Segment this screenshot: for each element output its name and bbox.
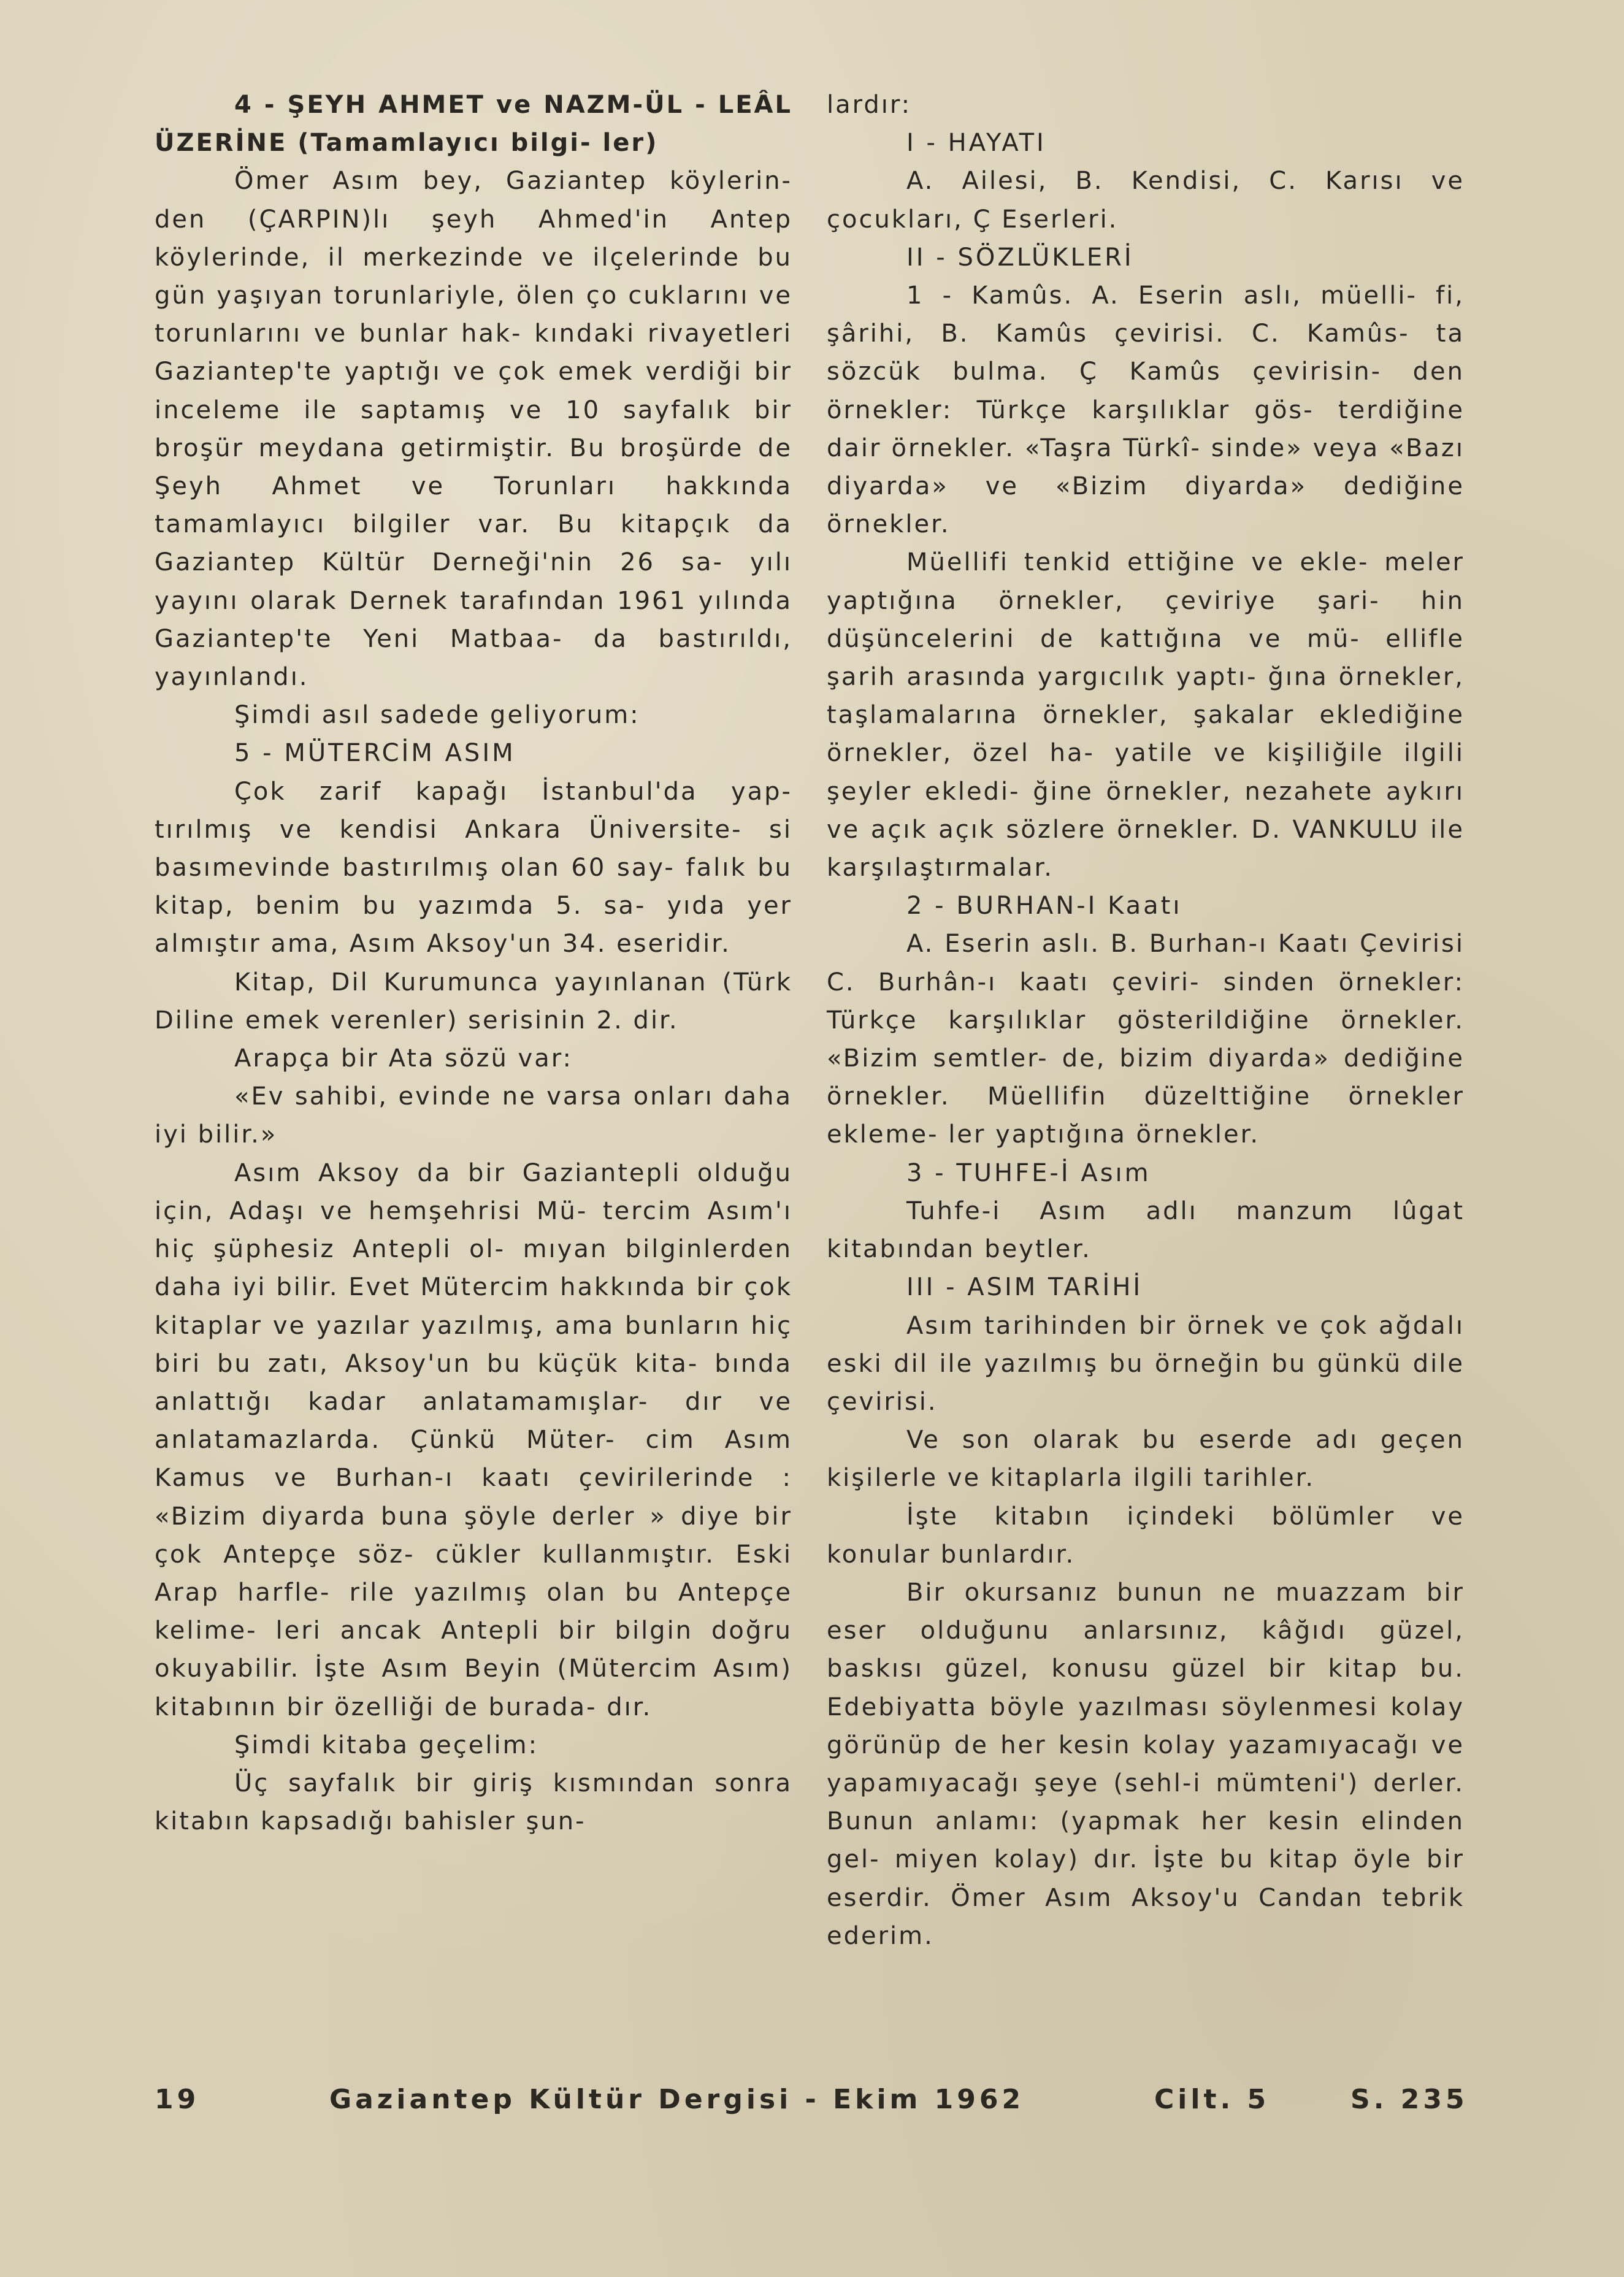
volume-number: Cilt. 5 xyxy=(1154,2084,1270,2115)
paragraph: Asım Aksoy da bir Gaziantepli olduğu için, Adaşı ve hemşehrisi Mü- tercim Asım'ı hiç şüphesiz Antepli ol- mıyan bilginlerden daha iyi bilir. Evet Mütercim hakkında bir çok kitaplar ve yazılar yazılmış, ama bunların hiç biri bu zatı, Aksoy'un bu küçük kita- bında anlattığı kadar anlatamamışlar- dır ve anlatamazlarda. Çünkü Müter- cim Asım Kamus ve Burhan-ı kaatı çevirilerinde : «Bizim diyarda buna şöyle derler » diye bir çok Antepçe söz- cükler kullanmıştır. Eski Arap harfle- rile yazılmış olan bu Antepçe kelime- leri ancak Antepli bir bilgin doğru okuyabilir. İşte Asım Beyin (Mütercim Asım) kitabının bir özelliği de burada- dır. xyxy=(155,1158,792,1721)
section-heading-5: 5 - MÜTERCİM ASIM xyxy=(234,739,516,768)
paragraph: İşte kitabın içindeki bölümler ve konular bunlardır. xyxy=(827,1502,1465,1569)
left-column xyxy=(155,86,792,1840)
section-heading-sozlukleri: II - SÖZLÜKLERİ xyxy=(906,243,1134,272)
paragraph: Asım tarihinden bir örnek ve çok ağdalı eski dil ile yazılmış bu örneğin bu günkü dile çevirisi. xyxy=(827,1311,1465,1416)
issue-number: S. 235 xyxy=(1350,2084,1468,2115)
paragraph: Bir okursanız bunun ne muazzam bir eser olduğunu anlarsınız, kâğıdı güzel, baskısı güzel, konusu güzel bir kitap bu. Edebiyatta böyle yazılması söylenmesi kolay görünüp de her kesin kolay yazamıyacağı ve yapamıyacağı şeye (sehl-i mümteni') derler. Bunun anlamı: (yapmak her kesin elinden gel- miyen kolay) dır. İşte bu kitap öyle bir eserdir. Ömer Asım Aksoy'u Candan tebrik ederim. xyxy=(827,1578,1465,1950)
page-number: 19 xyxy=(155,2084,200,2115)
paragraph: Kitap, Dil Kurumunca yayınlanan (Türk Diline emek verenler) serisinin 2. dir. xyxy=(155,968,792,1035)
section-heading-hayati: I - HAYATI xyxy=(906,129,1046,158)
paragraph: Ve son olarak bu eserde adı geçen kişilerle ve kitaplarla ilgili tarihler. xyxy=(827,1426,1465,1493)
page-footer xyxy=(155,2084,1467,2127)
paragraph: Şimdi asıl sadede geliyorum: xyxy=(234,701,640,730)
paragraph: Arapça bir Ata sözü var: xyxy=(234,1044,573,1073)
journal-title: Gaziantep Kültür Dergisi - Ekim 1962 xyxy=(329,2084,1025,2115)
section-heading-burhan: 2 - BURHAN-I Kaatı xyxy=(906,892,1182,920)
paragraph: Şimdi kitaba geçelim: xyxy=(234,1731,539,1759)
paragraph: A. Ailesi, B. Kendisi, C. Karısı ve çocukları, Ç Eserleri. xyxy=(827,167,1465,234)
paragraph: Çok zarif kapağı İstanbul'da yap- tırılmış ve kendisi Ankara Üniversite- si basımevinde bastırılmış olan 60 say- falık bu kitap, benim bu yazımda 5. sa- yıda yer almıştır ama, Asım Aksoy'un 34. eseridir. xyxy=(155,777,792,959)
right-column xyxy=(827,86,1465,1955)
section-heading-4: 4 - ŞEYH AHMET ve NAZM-ÜL - LEÂL ÜZERİNE (Tamamlayıcı bilgi- ler) xyxy=(155,91,792,158)
quote-paragraph: «Ev sahibi, evinde ne varsa onları daha iyi bilir.» xyxy=(155,1082,792,1149)
paragraph: Ömer Asım bey, Gaziantep köylerin- den (ÇARPIN)lı şeyh Ahmed'in Antep köylerinde, il merkezinde ve ilçelerinde bu gün yaşıyan torunlariyle, ölen ço cuklarını ve torunlarını ve bunlar hak- kındaki rivayetleri Gaziantep'te yaptığı ve çok emek verdiği bir inceleme ile saptamış ve 10 sayfalık bir broşür meydana getirmiştir. Bu broşürde de Şeyh Ahmet ve Torunları hakkında tamamlayıcı bilgiler var. Bu kitapçık da Gaziantep Kültür Derneği'nin 26 sa- yılı yayını olarak Dernek tarafından 1961 yılında Gaziantep'te Yeni Matbaa- da bastırıldı, yayınlandı. xyxy=(155,167,792,692)
paragraph: Üç sayfalık bir giriş kısmından sonra kitabın kapsadığı bahisler şun- xyxy=(155,1769,792,1836)
paragraph: lardır: xyxy=(827,91,912,119)
paragraph: Müellifi tenkid ettiğine ve ekle- meler yaptığına örnekler, çeviriye şari- hin düşüncelerini de kattığına ve mü- ellifle şarih arasında yargıcılık yaptı- ğına örnekler, taşlamalarına örnekler, şakalar eklediğine örnekler, özel ha- yatile ve kişiliğile ilgili şeyler ekledi- ğine örnekler, nezahete aykırı ve açık açık sözlere örnekler. D. VANKULU ile karşılaştırmalar. xyxy=(827,548,1465,882)
section-heading-asim-tarihi: III - ASIM TARİHİ xyxy=(906,1273,1143,1302)
paragraph: A. Eserin aslı. B. Burhan-ı Kaatı Çevirisi C. Burhân-ı kaatı çeviri- sinden örnekler: Türkçe karşılıklar gösterildiğine örnekler. «Bizim semtler- de, bizim diyarda» dediğine örnekler. Müellifin düzelttiğine örnekler ekleme- ler yaptığına örnekler. xyxy=(827,930,1465,1149)
section-heading-tuhfe: 3 - TUHFE-İ Asım xyxy=(906,1158,1151,1187)
paragraph: 1 - Kamûs. A. Eserin aslı, müelli- fi, şârihi, B. Kamûs çevirisi. C. Kamûs- ta sözcük bulma. Ç Kamûs çevirisin- den örnekler: Türkçe karşılıklar gös- terdiğine dair örnekler. «Taşra Türkî- sinde» veya «Bazı diyarda» ve «Bizim diyarda» dediğine örnekler. xyxy=(827,281,1465,539)
paragraph: Tuhfe-i Asım adlı manzum lûgat kitabından beytler. xyxy=(827,1196,1465,1264)
